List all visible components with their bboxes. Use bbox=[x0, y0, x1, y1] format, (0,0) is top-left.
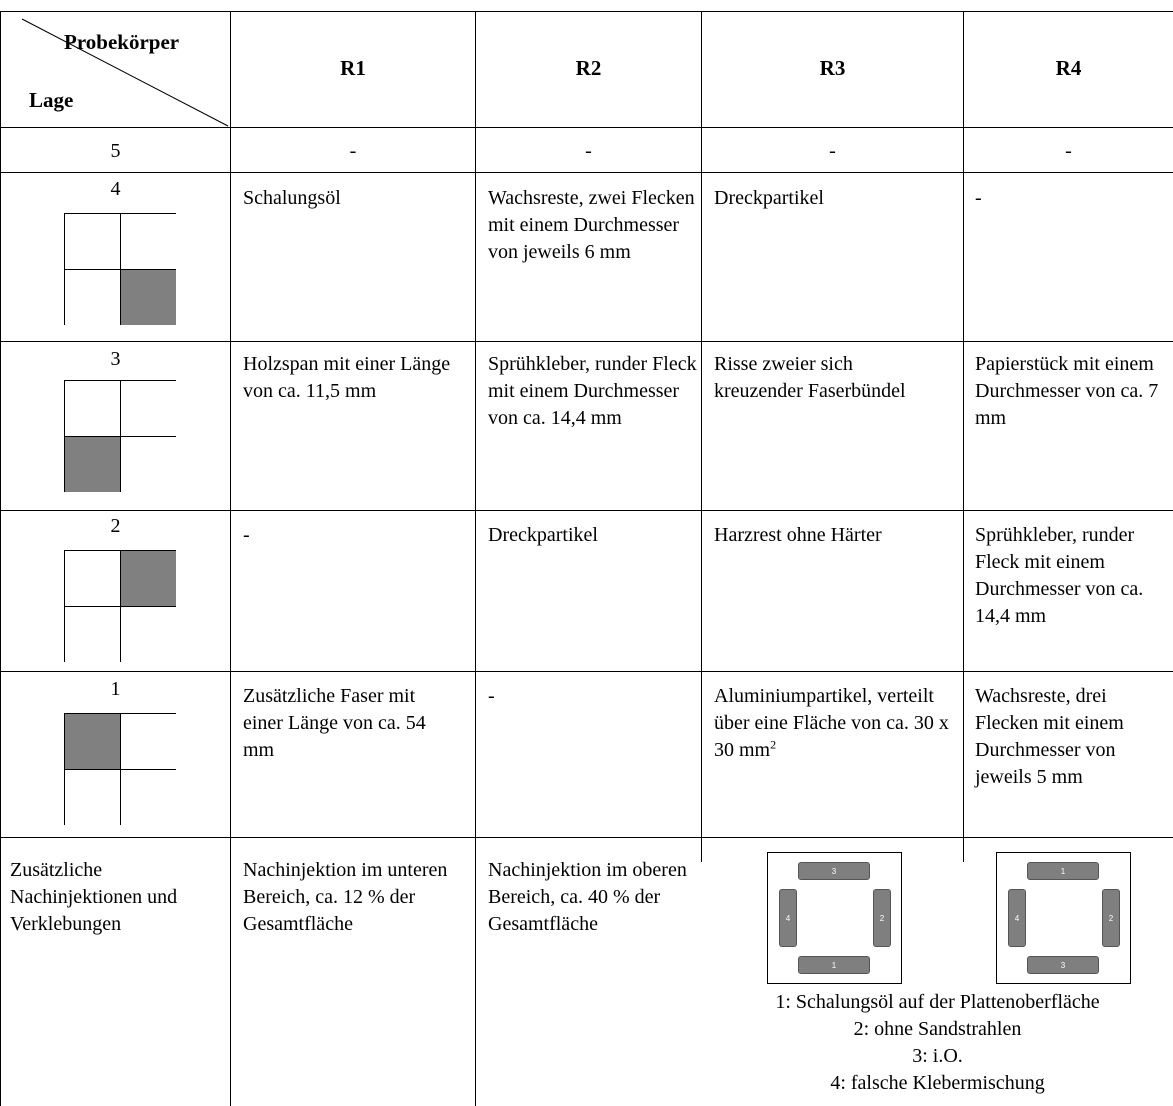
cell-2-r3: Harzrest ohne Härter bbox=[714, 524, 882, 546]
quadrant-diagram-1 bbox=[64, 713, 176, 825]
last-row-r1: Nachinjektion im unteren Bereich, ca. 12 % der Gesamtfläche bbox=[243, 859, 448, 935]
pad-left: 4 bbox=[1008, 889, 1026, 947]
cell-1-r2: - bbox=[488, 685, 495, 707]
cell-3-r1: Holzspan mit einer Länge von ca. 11,5 mm bbox=[243, 353, 451, 402]
col-line-2 bbox=[475, 11, 476, 1106]
cell-3-r4: Papierstück mit einem Durchmesser von ca. 7 mm bbox=[975, 353, 1159, 429]
pad-right: 2 bbox=[1102, 889, 1120, 947]
column-header-r2: R2 bbox=[575, 56, 602, 80]
cell-5-r4: - bbox=[1065, 140, 1072, 162]
pad-bottom: 1 bbox=[798, 956, 870, 974]
cell-2-r4: Sprühkleber, runder Fleck mit einem Durchmesser von ca. 14,4 mm bbox=[975, 524, 1144, 627]
row-line-2 bbox=[0, 172, 1173, 173]
legend-line-1: 1: Schalungsöl auf der Plattenoberfläche bbox=[775, 991, 1100, 1013]
legend-line-2: 2: ohne Sandstrahlen bbox=[853, 1018, 1022, 1040]
lage-label-5: 5 bbox=[110, 140, 121, 162]
superscript: 2 bbox=[770, 737, 777, 752]
corner-bottom-label: Lage bbox=[29, 88, 74, 112]
corner-top-label: Probekörper bbox=[64, 30, 180, 54]
pad-top: 1 bbox=[1027, 862, 1099, 880]
cell-1-r1: Zusätzliche Faser mit einer Länge von ca. 54 mm bbox=[243, 685, 426, 761]
legend-line-3: 3: i.O. bbox=[912, 1045, 963, 1067]
quadrant-diagram-3 bbox=[64, 380, 176, 492]
row-line-4 bbox=[0, 510, 1173, 511]
lage-label-1: 1 bbox=[110, 678, 121, 700]
cell-1-r4: Wachsreste, drei Flecken mit einem Durchmesser von jeweils 5 mm bbox=[975, 685, 1124, 788]
lage-label-2: 2 bbox=[110, 515, 121, 537]
cell-4-r1: Schalungsöl bbox=[243, 187, 341, 209]
cell-1-r3-text: Aluminiumpartikel, verteilt über eine Fläche von ca. 30 x 30 mm bbox=[714, 685, 949, 761]
lage-label-4: 4 bbox=[110, 178, 121, 200]
cell-5-r1: - bbox=[349, 140, 357, 162]
cell-5-r2: - bbox=[585, 140, 592, 162]
row-line-5 bbox=[0, 671, 1173, 672]
row-line-3 bbox=[0, 341, 1173, 342]
last-row-r2: Nachinjektion im oberen Bereich, ca. 40 % der Gesamtfläche bbox=[488, 859, 687, 935]
legend-line-4: 4: falsche Klebermischung bbox=[830, 1072, 1045, 1094]
lage-label-3: 3 bbox=[110, 348, 121, 370]
pad-right: 2 bbox=[873, 889, 891, 947]
cell-4-r2: Wachsreste, zwei Flecken mit einem Durchmesser von jeweils 6 mm bbox=[488, 187, 695, 263]
last-row-label: Zusätzliche Nachinjektionen und Verklebungen bbox=[10, 859, 178, 935]
quadrant-diagram-2 bbox=[64, 550, 176, 662]
pad-top: 3 bbox=[798, 862, 870, 880]
adhesive-diagram-right bbox=[996, 852, 1131, 984]
row-line-6 bbox=[0, 837, 1173, 838]
cell-2-r2: Dreckpartikel bbox=[488, 524, 598, 546]
cell-3-r2: Sprühkleber, runder Fleck mit einem Durchmesser von ca. 14,4 mm bbox=[488, 353, 697, 429]
cell-4-r3: Dreckpartikel bbox=[714, 187, 824, 209]
cell-4-r4: - bbox=[975, 187, 982, 209]
cell-2-r1: - bbox=[243, 524, 250, 546]
pad-bottom: 3 bbox=[1027, 956, 1099, 974]
adhesive-diagram-left bbox=[767, 852, 902, 984]
cell-3-r3: Risse zweier sich kreuzender Faserbündel bbox=[714, 353, 906, 402]
pad-left: 4 bbox=[779, 889, 797, 947]
column-header-r3: R3 bbox=[819, 56, 846, 80]
cell-1-r3 bbox=[714, 683, 959, 764]
cell-5-r3: - bbox=[829, 140, 836, 162]
quadrant-diagram-4 bbox=[64, 213, 176, 325]
column-header-r1: R1 bbox=[340, 56, 366, 80]
column-header-r4: R4 bbox=[1055, 56, 1082, 80]
col-line-1 bbox=[230, 11, 231, 1106]
